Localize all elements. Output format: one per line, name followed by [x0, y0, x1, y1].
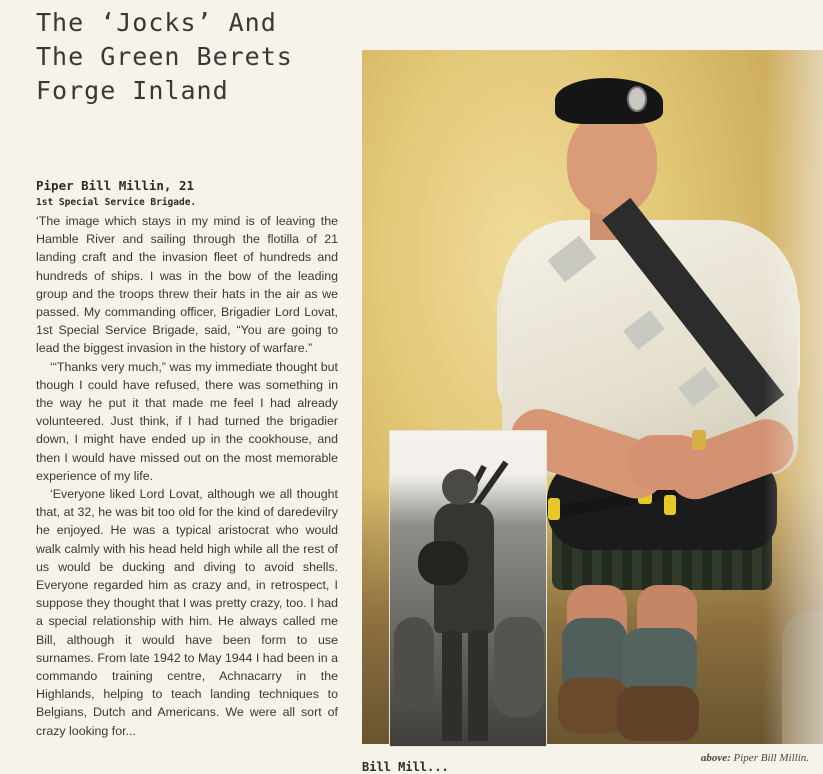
inset-soldier-left — [394, 617, 434, 707]
photo-page-curl-shade — [763, 50, 823, 744]
inset-piper-leg — [468, 631, 488, 741]
bagpipe-ferrule — [548, 498, 560, 520]
photo-shoe-right — [617, 686, 699, 741]
article-body — [36, 212, 338, 740]
title-line-3: Forge Inland — [36, 76, 229, 105]
inset-photo-1944-piper — [389, 430, 547, 747]
photo-caption — [701, 752, 809, 764]
article-title — [36, 6, 356, 108]
inset-piper-head — [442, 469, 478, 505]
photo-sock-right — [622, 628, 697, 693]
inset-piper-leg — [442, 631, 462, 741]
photo-face — [567, 112, 657, 216]
byline: Piper Bill Millin, 21 — [36, 178, 195, 193]
inset-bagpipe-bag — [418, 541, 468, 585]
beret-badge-icon — [627, 86, 647, 112]
bagpipe-ferrule — [664, 495, 676, 515]
caption-text: Piper Bill Millin. — [733, 752, 809, 764]
paragraph-1: ‘The image which stays in my mind is of leaving the Hamble River and sailing through the flotilla of 21 landing craft and the invasion fleet of hundreds and hundreds of ships. I was in the bow of the leading group and the troops threw their hats in the air as we passed. My commanding officer, Brigadier Lord Lovat, 1st Special Service Brigade, said, “You are going to lead the biggest invasion in the history of warfare.” — [36, 214, 338, 356]
paragraph-2: ‘“Thanks very much,” was my immediate thought but though I could have refused, there was something in the way he put it that made me feel I had already volunteered. Just think, if I had turned the brigadier down, I might have ended up in the cookhouse, and then I would have missed out on the most memorable experience of my life. — [36, 359, 338, 483]
sub-byline: 1st Special Service Brigade. — [36, 197, 197, 208]
title-line-1: The ‘Jocks’ And — [36, 8, 277, 37]
title-line-2: The Green Berets — [36, 42, 293, 71]
watch-icon — [692, 430, 706, 450]
bottom-caption: Bill Mill... — [362, 760, 449, 774]
paragraph-3: ‘Everyone liked Lord Lovat, although we all thought that, at 32, he was bit too old for the kind of daredevilry he enjoyed. He was a typical aristocrat who would walk calmly with his head held high while all the rest of us would be ducking and diving to avoid shells. Everyone regarded him as crazy and, in retrospect, I suppose they thought that I was pretty crazy, too. I had a special relationship with him. He always called me Bill, although it would have been form to use surnames. From late 1942 to May 1944 I had been in a commando training centre, Achnacarry in the Highlands, helping to teach landing techniques to Belgians, Dutch and Americans. We were all sort of crazy looking for... — [36, 487, 338, 738]
inset-soldier-right — [494, 617, 544, 717]
caption-label: above: — [700, 752, 731, 764]
